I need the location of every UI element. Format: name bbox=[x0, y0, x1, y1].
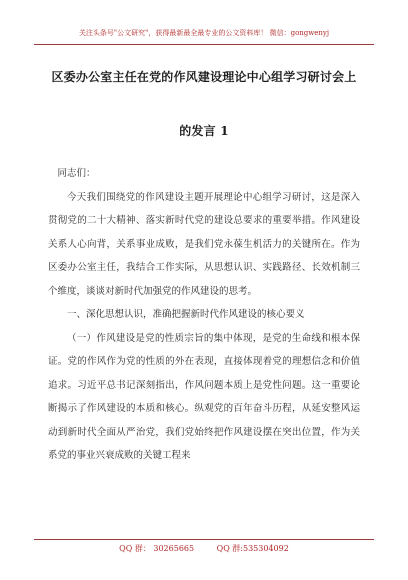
paragraph-section-1: （一）作风建设是党的性质宗旨的集中体现，是党的生命线和根本保证。党的作风作为党的性质的外在表现，直接体现着党的理想信念和价值追求。习近平总书记深刻指出，作风问题本质上是党性问题。这一重要论断揭示了作风建设的本质和核心。纵观党的百年奋斗历程，从延安整风运动到新时代全面从严治党，我们党始终把作风建设摆在突出位置，作为关系党的事业兴衰成败的关键工程来 bbox=[48, 332, 360, 461]
document-title-line-1: 区委办公室主任在党的作风建设理论中心组学习研讨会上 bbox=[51, 70, 357, 84]
footer-qq-group-2: QQ 群:535304092 bbox=[216, 544, 289, 553]
paragraph-intro: 今天我们围绕党的作风建设主题开展理论中心组学习研讨，这是深入贯彻党的二十大精神、落实新时代党的建设总要求的重要举措。作风建设关系人心向背，关系事业成败，是我们党永葆生机活力的关键所在。作为区委办公室主任，我结合工作实际，从思想认识、实践路径、长效机制三个维度，谈谈对新时代加强党的作风建设的思考。 bbox=[48, 191, 360, 297]
header-banner: 关注头条号"公文研究"，获得最新最全最专业的公文资料库！ 微信：gongwenyj bbox=[78, 29, 330, 37]
section-heading: 一、深化思想认识，准确把握新时代作风建设的核心要义 bbox=[67, 309, 305, 320]
salutation: 同志们： bbox=[57, 168, 96, 179]
footer bbox=[34, 543, 374, 554]
header-divider bbox=[34, 44, 374, 45]
footer-qq-group-1: QQ 群： 30265665 bbox=[119, 544, 195, 553]
footer-divider bbox=[34, 539, 374, 540]
document-title-line-2: 的发言 1 bbox=[179, 124, 229, 138]
document-body bbox=[48, 162, 360, 468]
